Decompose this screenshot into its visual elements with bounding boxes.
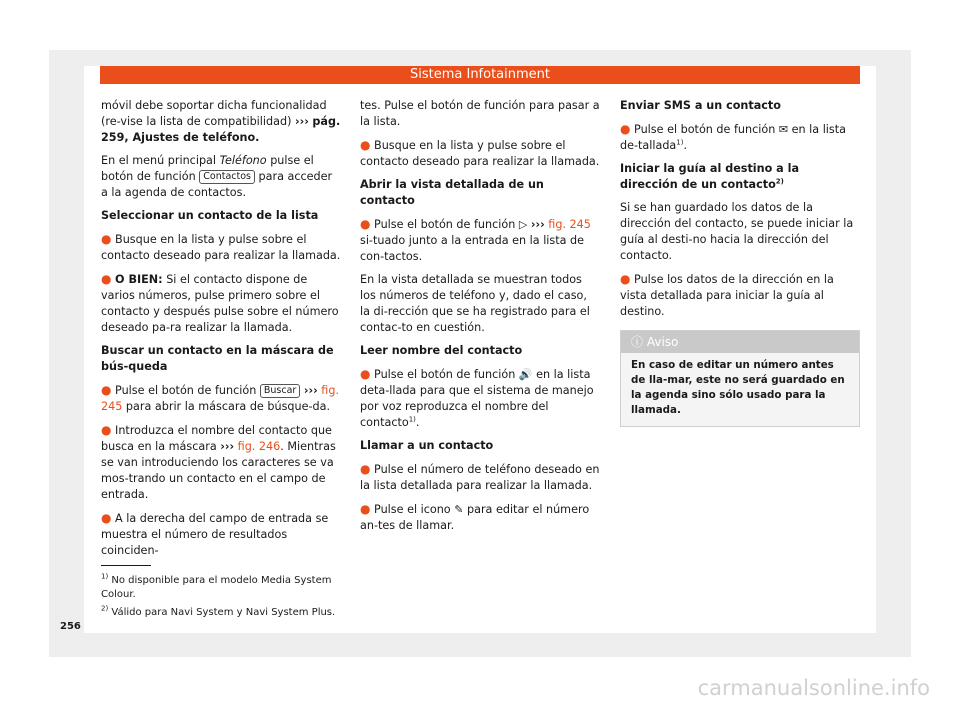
- bullet-icon: ●: [360, 462, 371, 476]
- figure-reference-link[interactable]: fig. 245: [548, 218, 591, 231]
- buscar-button[interactable]: Buscar: [260, 384, 300, 398]
- ref-arrows: ›››: [220, 440, 235, 453]
- bullet-item: ● Pulse el botón de función ✉ en la lista de-tallada$^{1)}$.: [620, 122, 846, 152]
- figure-reference-link[interactable]: fig. 246: [237, 440, 281, 453]
- bullet-item: ● Pulse el botón de función 🔊 en la lista deta-llada para que el sistema de manejo por voz reproduzca el nombre del contacto$^{1)}$.: [360, 367, 594, 429]
- bullet-item: ● Busque en la lista y pulse sobre el contacto deseado para realizar la llamada.: [101, 232, 341, 262]
- play-icon[interactable]: ▷: [518, 218, 528, 231]
- aviso-box: [620, 330, 860, 427]
- bullet-icon: ●: [360, 138, 371, 152]
- pencil-icon[interactable]: ✎: [454, 503, 464, 516]
- bullet-icon: ●: [620, 122, 631, 136]
- paragraph: móvil debe soportar dicha funcionalidad (re-vise la lista de compatibilidad) ››› pág. 259, Ajustes de teléfono.: [101, 99, 341, 144]
- heading: Enviar SMS a un contacto: [620, 99, 781, 112]
- column-2: [360, 98, 600, 541]
- ref-arrows: ›››: [303, 384, 318, 397]
- speaker-icon[interactable]: 🔊: [518, 368, 533, 381]
- page-reference-link[interactable]: pág. 259, Ajustes de teléfono.: [101, 115, 341, 144]
- paragraph: tes. Pulse el botón de función para pasar a la lista.: [360, 99, 600, 128]
- heading: Buscar un contacto en la máscara de bús-queda: [101, 344, 334, 373]
- footnote: $^{1)}$ No disponible para el modelo Media System Colour.: [101, 572, 332, 600]
- paragraph: En la vista detallada se muestran todos los números de teléfono y, dado el caso, la di-rección que se ha registrado para el contac-to en cuestión.: [360, 273, 590, 334]
- heading: Iniciar la guía al destino a la dirección de un contacto$^{2)}$: [620, 162, 800, 191]
- page-number: 256: [60, 621, 81, 632]
- bullet-item: ● O BIEN: Si el contacto dispone de varios números, pulse primero sobre el contacto y después pulse sobre el número deseado pa-ra realizar la llamada.: [101, 272, 339, 334]
- heading: Seleccionar un contacto de la lista: [101, 209, 319, 222]
- bullet-icon: ●: [101, 232, 112, 246]
- bullet-item: ● Pulse el botón de función ▷ ››› fig. 245 si-tuado junto a la entrada en la lista de con-tactos.: [360, 217, 591, 263]
- bullet-icon: ●: [101, 511, 112, 525]
- section-header: Sistema Infotainment: [100, 66, 860, 84]
- info-icon: ⓘ: [631, 335, 644, 349]
- contactos-button[interactable]: Contactos: [199, 170, 255, 184]
- bullet-icon: ●: [360, 217, 371, 231]
- bullet-item: ● A la derecha del campo de entrada se muestra el número de resultados coinciden-: [101, 511, 329, 557]
- bullet-item: ● Busque en la lista y pulse sobre el contacto deseado para realizar la llamada.: [360, 138, 600, 168]
- bullet-icon: ●: [360, 367, 371, 381]
- bullet-item: ● Introduzca el nombre del contacto que busca en la máscara ››› fig. 246. Mientras se van introduciendo los caracteres se va mos-trando un contacto en el campo de entrada.: [101, 423, 336, 501]
- bullet-item: ● Pulse el número de teléfono deseado en la lista detallada para realizar la llamada.: [360, 462, 600, 492]
- bullet-icon: ●: [360, 502, 371, 516]
- heading: Leer nombre del contacto: [360, 344, 523, 357]
- envelope-icon[interactable]: ✉: [778, 123, 789, 136]
- bullet-icon: ●: [101, 383, 112, 397]
- column-1: [101, 98, 341, 566]
- footnote-divider: [101, 565, 151, 566]
- bullet-icon: ●: [101, 272, 112, 286]
- ref-arrows: ›››: [295, 115, 309, 128]
- column-3: [620, 98, 860, 427]
- aviso-header: ⓘ Aviso: [621, 331, 859, 353]
- heading: Llamar a un contacto: [360, 439, 494, 452]
- bullet-item: ● Pulse el icono ✎ para editar el número an-tes de llamar.: [360, 502, 590, 532]
- bullet-item: ● Pulse los datos de la dirección en la vista detallada para iniciar la guía al destino.: [620, 272, 834, 318]
- bullet-item: ● Pulse el botón de función Buscar ››› fig. 245 para abrir la máscara de búsque-da.: [101, 383, 339, 413]
- aviso-text: En caso de editar un número antes de lla-mar, este no será guardado en la agenda sino sólo usado para la llamada.: [631, 359, 845, 416]
- heading: Abrir la vista detallada de un contacto: [360, 178, 544, 207]
- bullet-icon: ●: [620, 272, 631, 286]
- ref-arrows: ›››: [530, 218, 545, 231]
- figure-reference-link[interactable]: fig. 245: [101, 384, 339, 413]
- paragraph: Si se han guardado los datos de la dirección del contacto, se puede iniciar la guía al desti-no hacia la dirección del contacto.: [620, 201, 854, 262]
- bullet-icon: ●: [101, 423, 112, 437]
- footnote: $^{2)}$ Válido para Navi System y Navi System Plus.: [101, 604, 336, 618]
- paragraph: En el menú principal Teléfono pulse el botón de función Contactos para acceder a la agenda de contactos.: [101, 154, 333, 199]
- watermark: carmanualsonline.info: [697, 676, 930, 700]
